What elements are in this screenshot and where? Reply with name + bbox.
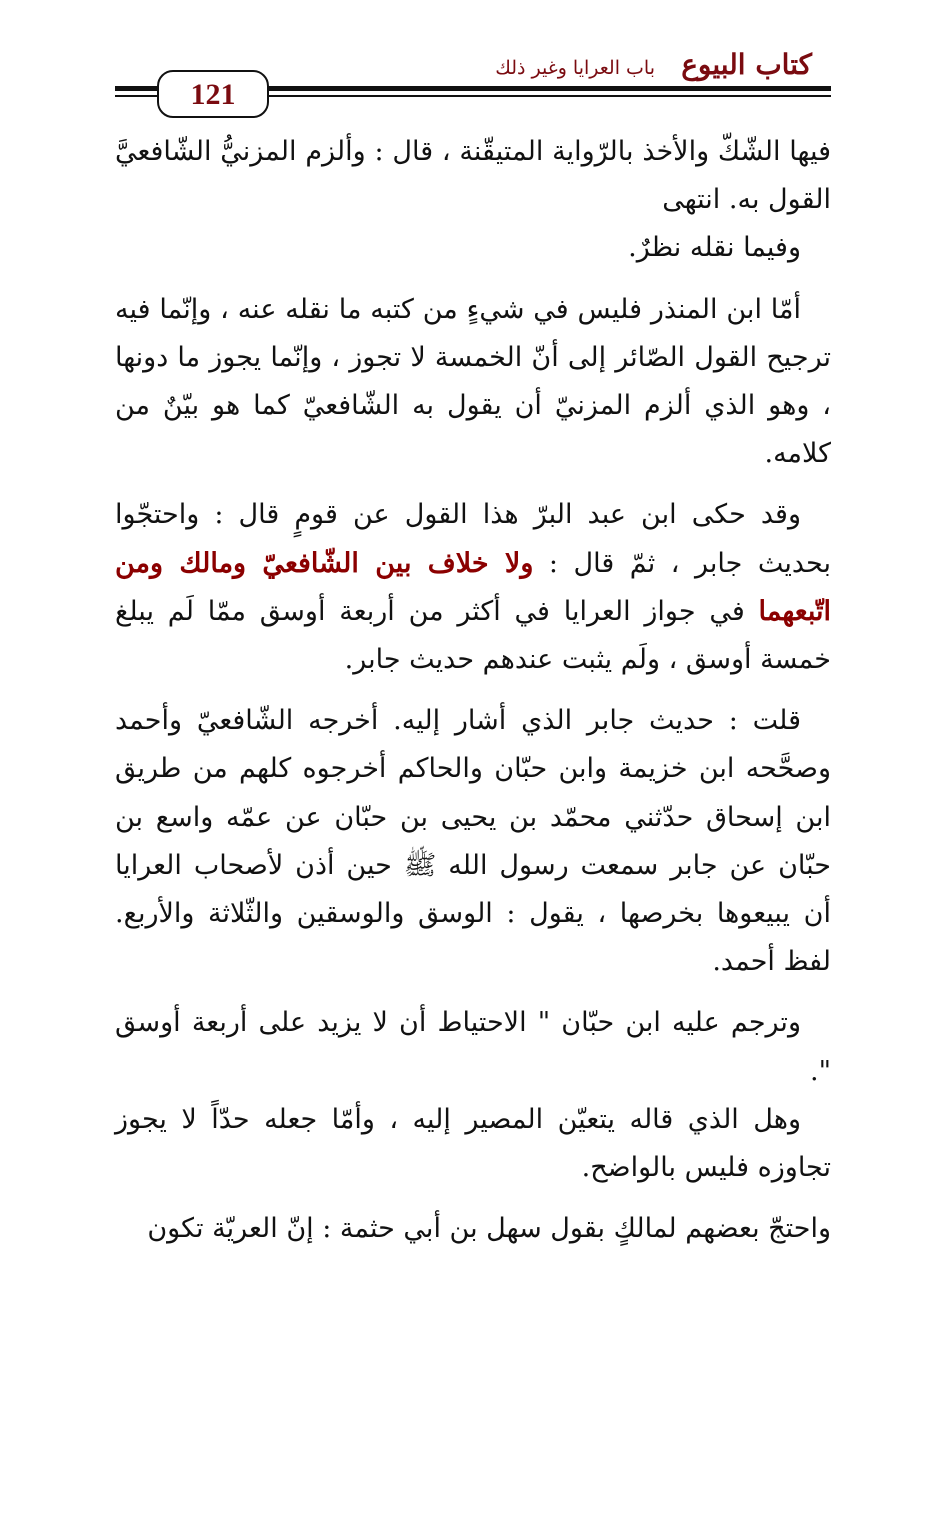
paragraph: أمّا ابن المنذر فليس في شيءٍ من كتبه ما نقله عنه ، وإنّما فيه ترجيح القول الصّائر إلى أنّ الخمسة لا تجوز ، وإنّما يجوز ما دونها ، وهو الذي ألزم المزنيّ أن يقول به الشّافعيّ كما هو بيّنٌ من كلامه.	[115, 293, 831, 470]
paragraph: فيها الشّكّ والأخذ بالرّواية المتيقّنة ، قال : وألزم المزنيُّ الشّافعيَّ القول به. انتهى	[115, 136, 831, 216]
highlighted-quote: ولا خلاف بين الشّافعيّ ومالك ومن اتّبعهما	[115, 547, 831, 627]
page-body	[115, 128, 831, 1253]
paragraph-text: وقد حكى ابن عبد البرّ هذا القول عن قومٍ قال : واحتجّوا بحديث جابر ، ثمّ قال :	[115, 499, 832, 579]
paragraph: قلت : حديث جابر الذي أشار إليه. أخرجه الشّافعيّ وأحمد وصحَّحه ابن خزيمة وابن حبّان والحاكم أخرجوه كلهم من طريق ابن إسحاق حدّثني محمّد بن يحيى بن حبّان عن عمّه واسع بن حبّان عن جابر سمعت رسول الله ﷺ حين أذن لأصحاب العرايا أن يبيعوها بخرصها ، يقول : الوسق والوسقين والثّلاثة والأربع. لفظ أحمد.	[115, 705, 831, 978]
chapter-title: باب العرايا وغير ذلك	[495, 57, 655, 79]
page-number: 121	[157, 70, 269, 118]
paragraph: وهل الذي قاله يتعيّن المصير إليه ، وأمّا جعله حدّاً لا يجوز تجاوزه فليس بالواضح.	[115, 1103, 831, 1184]
page-header	[0, 0, 945, 120]
book-title: كتاب البيوع	[681, 48, 812, 81]
paragraph-text: في جواز العرايا في أكثر من أربعة أوسق ممّا لَم يبلغ خمسة أوسق ، ولَم يثبت عندهم حديث جابر.	[115, 595, 831, 676]
paragraph: وترجم عليه ابن حبّان " الاحتياط أن لا يزيد على أربعة أوسق ".	[115, 1007, 831, 1087]
paragraph: واحتجّ بعضهم لمالكٍ بقول سهل بن أبي حثمة : إنّ العريّة تكون	[147, 1213, 831, 1245]
paragraph	[115, 491, 831, 684]
paragraph: وفيما نقله نظرٌ.	[628, 232, 801, 264]
